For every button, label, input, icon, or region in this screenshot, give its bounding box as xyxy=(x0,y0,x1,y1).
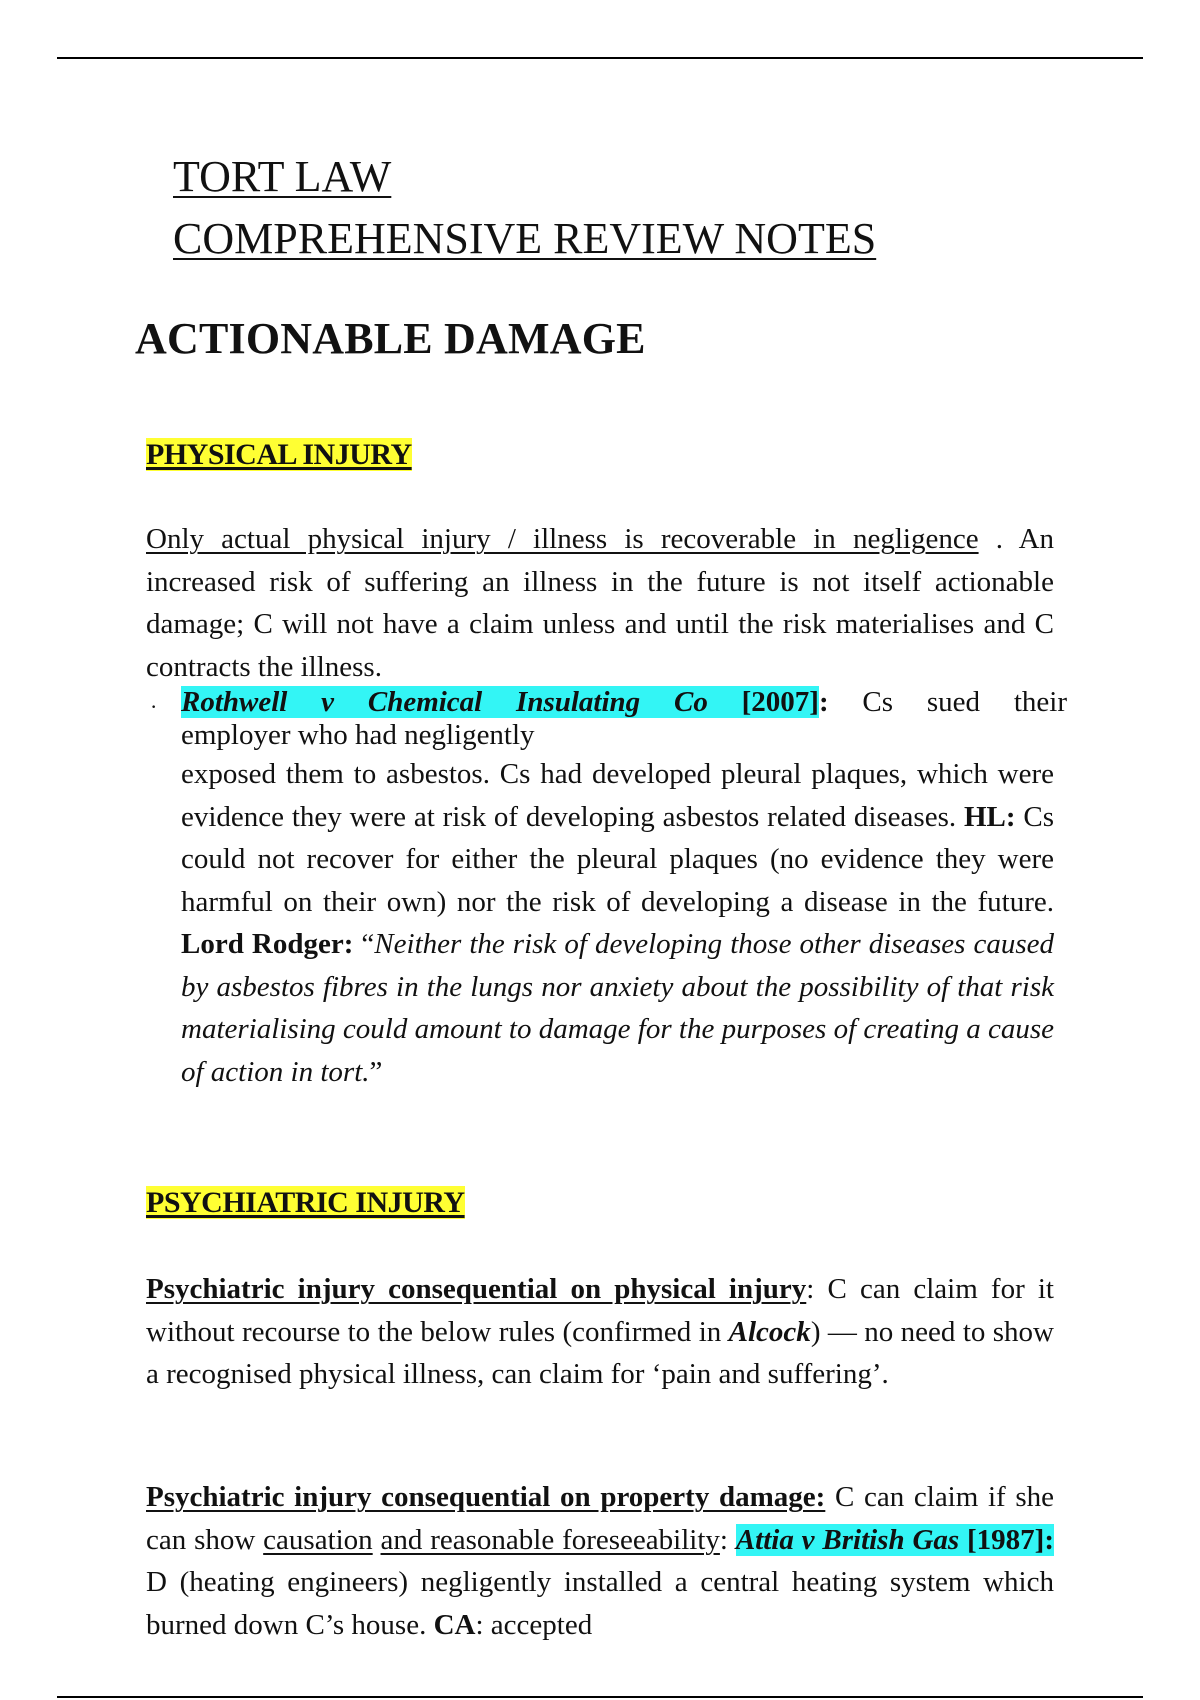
case-rothwell-row1: Rothwell v Chemical Insulating Co [2007]: Cs sued their xyxy=(181,686,1067,718)
hl-label: HL: xyxy=(963,800,1016,833)
footer-rule xyxy=(57,1696,1143,1698)
case-attia-year: [1987]: xyxy=(959,1523,1054,1556)
case-rothwell-row2: employer who had negligently xyxy=(181,719,535,751)
physical-injury-heading: PHYSICAL INJURY xyxy=(146,438,412,471)
header-rule xyxy=(57,57,1143,59)
document-title xyxy=(173,146,876,270)
judge-label: Lord Rodger: xyxy=(181,928,354,960)
psychiatric-injury-heading: PSYCHIATRIC INJURY xyxy=(146,1186,465,1219)
case-rothwell-body: exposed them to asbestos. Cs had developed pleural plaques, which were evidence they were at risk of developing asbestos related diseases. HL: Cs could not recover for either the pleural plaques (no evidence they were harmful on their own) nor the risk of developing a disease in the future. Lord Rodger: “Neither the risk of developing those other diseases caused by asbestos fibres in the lungs nor anxiety about the possibility of that risk materialising could amount to damage for the purposes of creating a cause of action in tort.” xyxy=(181,758,1054,1088)
psychiatric-physical-paragraph: Psychiatric injury consequential on physical injury: C can claim for it without recourse to the below rules (confirmed in Alcock) — no need to show a recognised physical illness, can claim for ‘pain and suffering’. xyxy=(146,1273,1054,1390)
psychiatric-property-lead: Psychiatric injury consequential on property damage: xyxy=(146,1481,826,1513)
physical-injury-intro xyxy=(146,518,1054,688)
psychiatric-property-paragraph: Psychiatric injury consequential on property damage: C can claim if she can show causation and reasonable foreseeability: Attia v British Gas [1987]: D (heating engineers) negligently installed a central heating system which burned down C’s house. CA: accepted xyxy=(146,1481,1054,1641)
psychiatric-physical-lead: Psychiatric injury consequential on physical injury xyxy=(146,1273,807,1305)
judge-quote: Neither the risk of developing those other diseases caused by asbestos fibres in the lungs nor anxiety about the possibility of that risk materialising could amount to damage for the purposes of creating a cause of action in tort. xyxy=(181,928,1054,1088)
bullet-marker: · xyxy=(150,694,158,719)
foreseeability-term: and reasonable foreseeability xyxy=(380,1523,720,1556)
intro-rest: . An increased risk of suffering an illness in the future is not itself actionable damage; C will not have a claim unless and until the risk materialises and C contracts the illness. xyxy=(146,523,1055,683)
section-heading: ACTIONABLE DAMAGE xyxy=(135,314,646,363)
title-line-1: TORT LAW xyxy=(173,152,392,201)
case-rothwell-year: [2007] xyxy=(707,686,819,718)
causation-term: causation xyxy=(263,1523,373,1556)
case-rothwell-heading xyxy=(181,686,1067,752)
case-attia-citation xyxy=(736,1524,1054,1556)
intro-underlined: Only actual physical injury / illness is recoverable in negligence xyxy=(146,523,979,555)
ca-label: CA xyxy=(433,1608,476,1641)
title-line-2: COMPREHENSIVE REVIEW NOTES xyxy=(173,214,877,263)
case-attia-name: Attia v British Gas xyxy=(735,1523,960,1556)
case-rothwell-citation xyxy=(181,686,819,718)
case-rothwell-name: Rothwell v Chemical Insulating Co xyxy=(181,686,708,718)
alcock-ref: Alcock xyxy=(728,1315,811,1348)
